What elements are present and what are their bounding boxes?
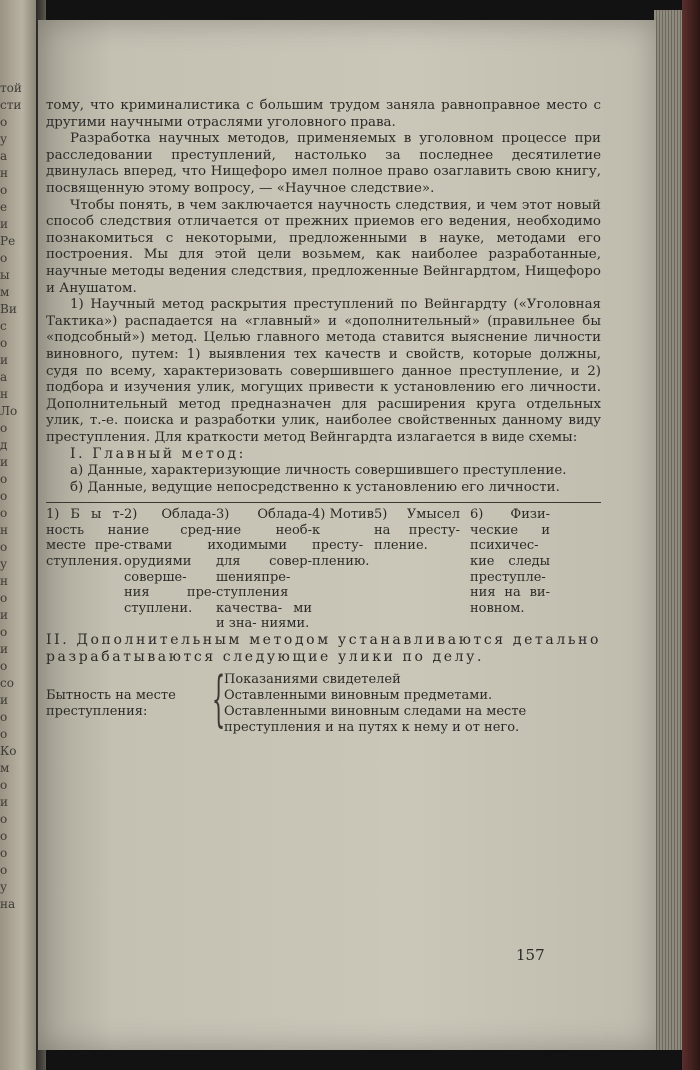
additional-method-heading: II. Дополнительным методом устанавливаются детально разрабатываются следующие улики по делу. xyxy=(46,632,601,665)
page-edges xyxy=(654,10,684,1050)
paragraph-4: 1) Научный метод раскрытия преступлений по Вейнгардту («Уголовная Тактика») распадается на «главный» и «дополнительный» (правильнее бы «подсобный») метод. Целью главного метода ставится выяснение личности виновного, путем: 1) выявления тех качеств и свойств, которые должны, судя по всему, характеризовать совершившего данное преступление, и 2) подбора и изучения улик, могущих привести к установлению его личности. Дополнительный метод предназначен для расширения круга отдельных улик, т.-е. поиска и разработки улик, наиболее свойственных данному виду преступления. Для краткости метод Вейнгардта излагается в виде схемы: xyxy=(46,297,601,445)
paragraph-1: тому, что криминалистика с большим трудом заняла равноправное место с другими научными отраслями уголовного права. xyxy=(46,98,601,130)
brace-scheme xyxy=(46,664,601,736)
page-content xyxy=(46,98,601,736)
brace-scheme-left: Бытность на месте преступления: xyxy=(46,688,176,719)
paragraph-2: Разработка научных методов, применяемых в уголовном процессе при расследовании преступлений, настолько за последнее десятилетие двинулась вперед, что Нищефоро имел полное право озаглавить свою книгу, посвященную этому вопросу, — «Научное следствие». xyxy=(46,131,601,196)
scheme-column: 6) Физи- ческие и психичес- кие следы преступле- ния на ви- новном. xyxy=(470,507,550,616)
brace-item: Оставленными виновным следами на месте преступления и на путях к нему и от него. xyxy=(224,704,527,735)
page-number: 157 xyxy=(516,946,545,964)
brace-item: Показаниями свидетелей xyxy=(224,672,401,687)
book-page xyxy=(38,20,656,1050)
book-cover xyxy=(682,0,700,1070)
scheme-column: 1) Б ы т- ность на месте пре- ступления. xyxy=(46,507,124,570)
main-method-item-b: б) Данные, ведущие непосредственно к установлению его личности. xyxy=(70,479,560,495)
brace-glyph: { xyxy=(211,664,226,734)
scheme-rule xyxy=(46,502,601,503)
scheme-column: 2) Облада- ние сред- ствами и орудиями соверше- ния пре- ступлени. xyxy=(124,507,216,616)
paragraph-3: Чтобы понять, в чем заключается научность следствия, и чем этот новый способ следствия отличается от прежних приемов его ведения, необходимо познакомиться с некоторыми, предложенными в науке, методами его построения. Мы для этой цели возьмем, как наиболее разработанные, научные методы ведения следствия, предложенные Вейнгардтом, Нищефоро и Анушатом. xyxy=(46,197,601,296)
scheme-column: 5) Умысел на престу- пление. xyxy=(374,507,460,554)
left-page-fragments: той сти о у а н о е и Ре о ы м Ви с о и а н Ло о д и о о о н о у н о и о и о со и о о Ко м о и о о о о у на xyxy=(0,81,22,911)
scheme-column: 3) Облада- ние необ- ходимыми для совер- шенияпре- ступления качества- ми и зна- ниями. xyxy=(216,507,312,632)
brace-item: Оставленными виновным предметами. xyxy=(224,688,493,703)
scheme-columns xyxy=(46,507,601,632)
brace-scheme-right xyxy=(224,672,564,736)
scheme-column: 4) Мотив к престу- плению. xyxy=(312,507,374,570)
left-page-edge xyxy=(0,0,40,1070)
main-method-item-a: а) Данные, характеризующие личность совершившего преступление. xyxy=(70,463,567,479)
main-method-heading: I. Главный метод: xyxy=(70,446,246,463)
